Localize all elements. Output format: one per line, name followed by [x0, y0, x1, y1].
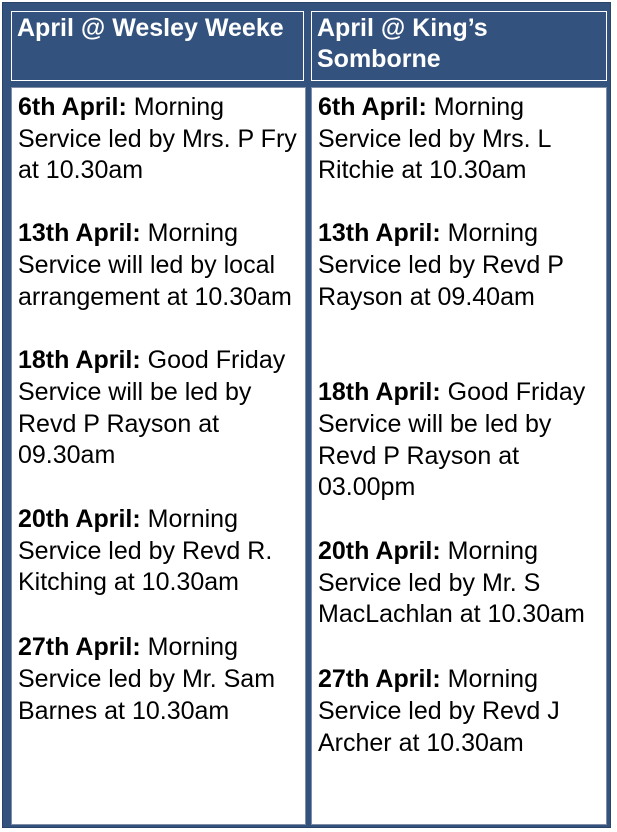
entry-text: Morning Service led by Mrs. P Fry at 10.30am [18, 93, 297, 185]
entry-date: 20th April: [318, 537, 441, 566]
entry-date: 18th April: [318, 378, 441, 407]
service-entry [18, 345, 305, 472]
service-entry [318, 92, 606, 187]
service-entry [318, 536, 606, 631]
entry-text: Morning Service led by Mr. Sam Barnes at 10.30am [18, 633, 276, 725]
column-header-kings-somborne: April @ King’s Somborne [311, 11, 607, 81]
entry-text: Good Friday Service will be led by Revd P Rayson at 03.00pm [318, 378, 586, 502]
column-header-wesley-weeke: April @ Wesley Weeke [11, 11, 304, 81]
service-entry [18, 632, 305, 727]
service-entry [318, 664, 606, 759]
entry-date: 27th April: [18, 633, 141, 662]
schedule-table [2, 2, 611, 828]
entry-text: Morning Service led by Mr. S MacLachlan at 10.30am [318, 537, 585, 629]
service-entry [18, 92, 305, 187]
column-body-kings-somborne [311, 87, 607, 825]
entry-date: 27th April: [318, 665, 441, 694]
service-entry [18, 504, 305, 599]
entry-text: Morning Service led by Mrs. L Ritchie at 10.30am [318, 93, 551, 185]
entry-date: 13th April: [18, 219, 141, 248]
entry-text: Morning Service will led by local arrangement at 10.30am [18, 219, 292, 311]
service-entry [18, 218, 305, 313]
entry-text: Good Friday Service will be led by Revd P Rayson at 09.30am [18, 346, 286, 470]
entry-text: Morning Service led by Revd J Archer at 10.30am [318, 665, 560, 757]
entry-text: Morning Service led by Revd P Rayson at 09.40am [318, 219, 564, 311]
entry-text: Morning Service led by Revd R. Kitching at 10.30am [18, 505, 273, 597]
entry-date: 13th April: [318, 219, 441, 248]
entry-date: 18th April: [18, 346, 141, 375]
service-entry [318, 218, 606, 313]
entry-date: 6th April: [18, 93, 127, 121]
entry-date: 20th April: [18, 505, 141, 534]
column-body-wesley-weeke [11, 87, 306, 825]
entry-date: 6th April: [318, 93, 427, 121]
service-entry [318, 377, 606, 504]
